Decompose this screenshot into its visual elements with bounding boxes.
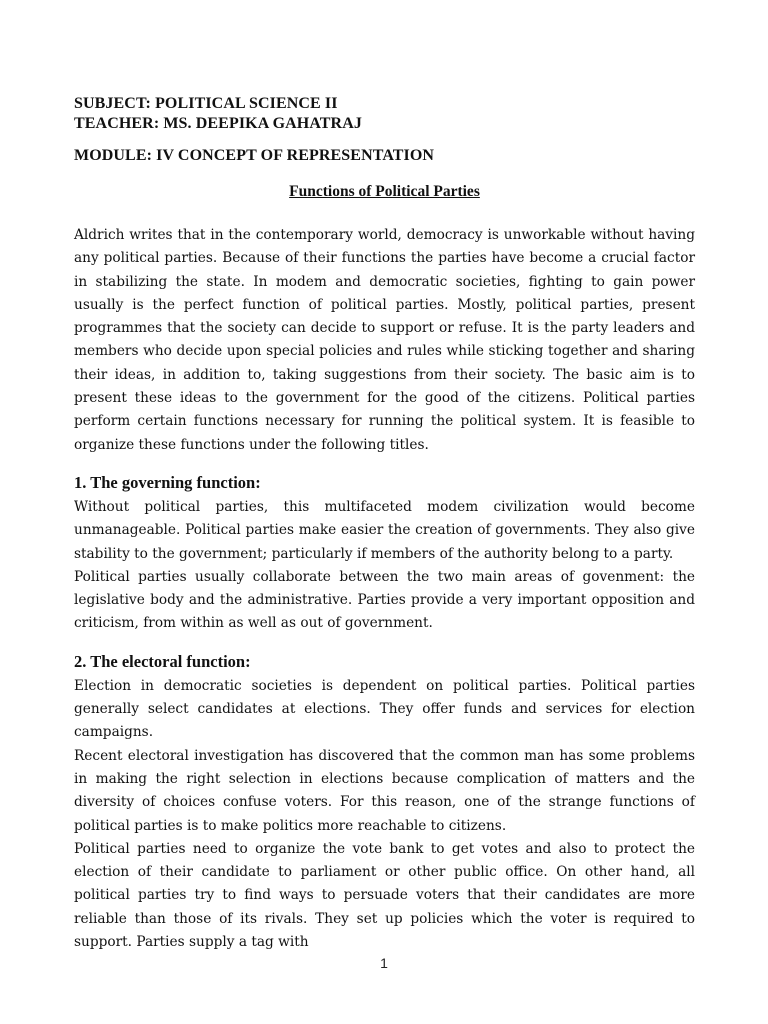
- document-title: Functions of Political Parties: [289, 183, 480, 200]
- page-number: 1: [380, 955, 388, 971]
- electoral-paragraph-1: Election in democratic societies is dependent on political parties. Political parties generally select candidates at elections. They offer funds and services for election campaigns.: [74, 677, 695, 741]
- electoral-paragraph-3: Political parties need to organize the vote bank to get votes and also to protect the election of their candidate to parliament or other public office. On other hand, all political parties try to find ways to persuade voters that their candidates are more reliable than those of its rivals. They set up policies which the voter is required to support. Parties supply a tag with: [74, 840, 695, 951]
- governing-paragraph-1: Without political parties, this multifaceted modem civilization would become unmanageable. Political parties make easier the creation of governments. They also give stability to the government; particularly if members of the authority belong to a party.: [74, 498, 695, 562]
- document-content: [74, 94, 695, 954]
- section-number: 2.: [74, 651, 87, 671]
- governing-paragraph-2: Political parties usually collaborate between the two main areas of govenment: the legislative body and the administrative. Parties provide a very important opposition and criticism, from within as well as out of government.: [74, 568, 695, 632]
- section-heading-governing: [74, 473, 695, 493]
- module-heading: MODULE: IV CONCEPT OF REPRESENTATION: [74, 147, 435, 164]
- teacher-heading: TEACHER: MS. DEEPIKA GAHATRAJ: [74, 115, 362, 132]
- intro-paragraph: Aldrich writes that in the contemporary world, democracy is unworkable without having any political parties. Because of their functions the parties have become a crucial factor in stabilizing the state. In modem and democratic societies, fighting to gain power usually is the perfect function of political parties. Mostly, political parties, present programmes that the society can decide to support or refuse. It is the party leaders and members who decide upon special policies and rules while sticking together and sharing their ideas, in addition to, taking suggestions from their society. The basic aim is to present these ideas to the government for the good of the citizens. Political parties perform certain functions necessary for running the political system. It is feasible to organize these functions under the following titles.: [74, 227, 695, 453]
- section-title: The electoral function:: [90, 651, 251, 671]
- subject-heading: SUBJECT: POLITICAL SCIENCE II: [74, 95, 338, 112]
- electoral-paragraph-2: Recent electoral investigation has discovered that the common man has some problems in making the right selection in elections because complication of matters and the diversity of choices confuse voters. For this reason, one of the strange functions of political parties is to make politics more reachable to citizens.: [74, 747, 695, 834]
- section-number: 1.: [74, 472, 87, 492]
- section-title: The governing function:: [90, 472, 261, 492]
- section-heading-electoral: [74, 652, 695, 672]
